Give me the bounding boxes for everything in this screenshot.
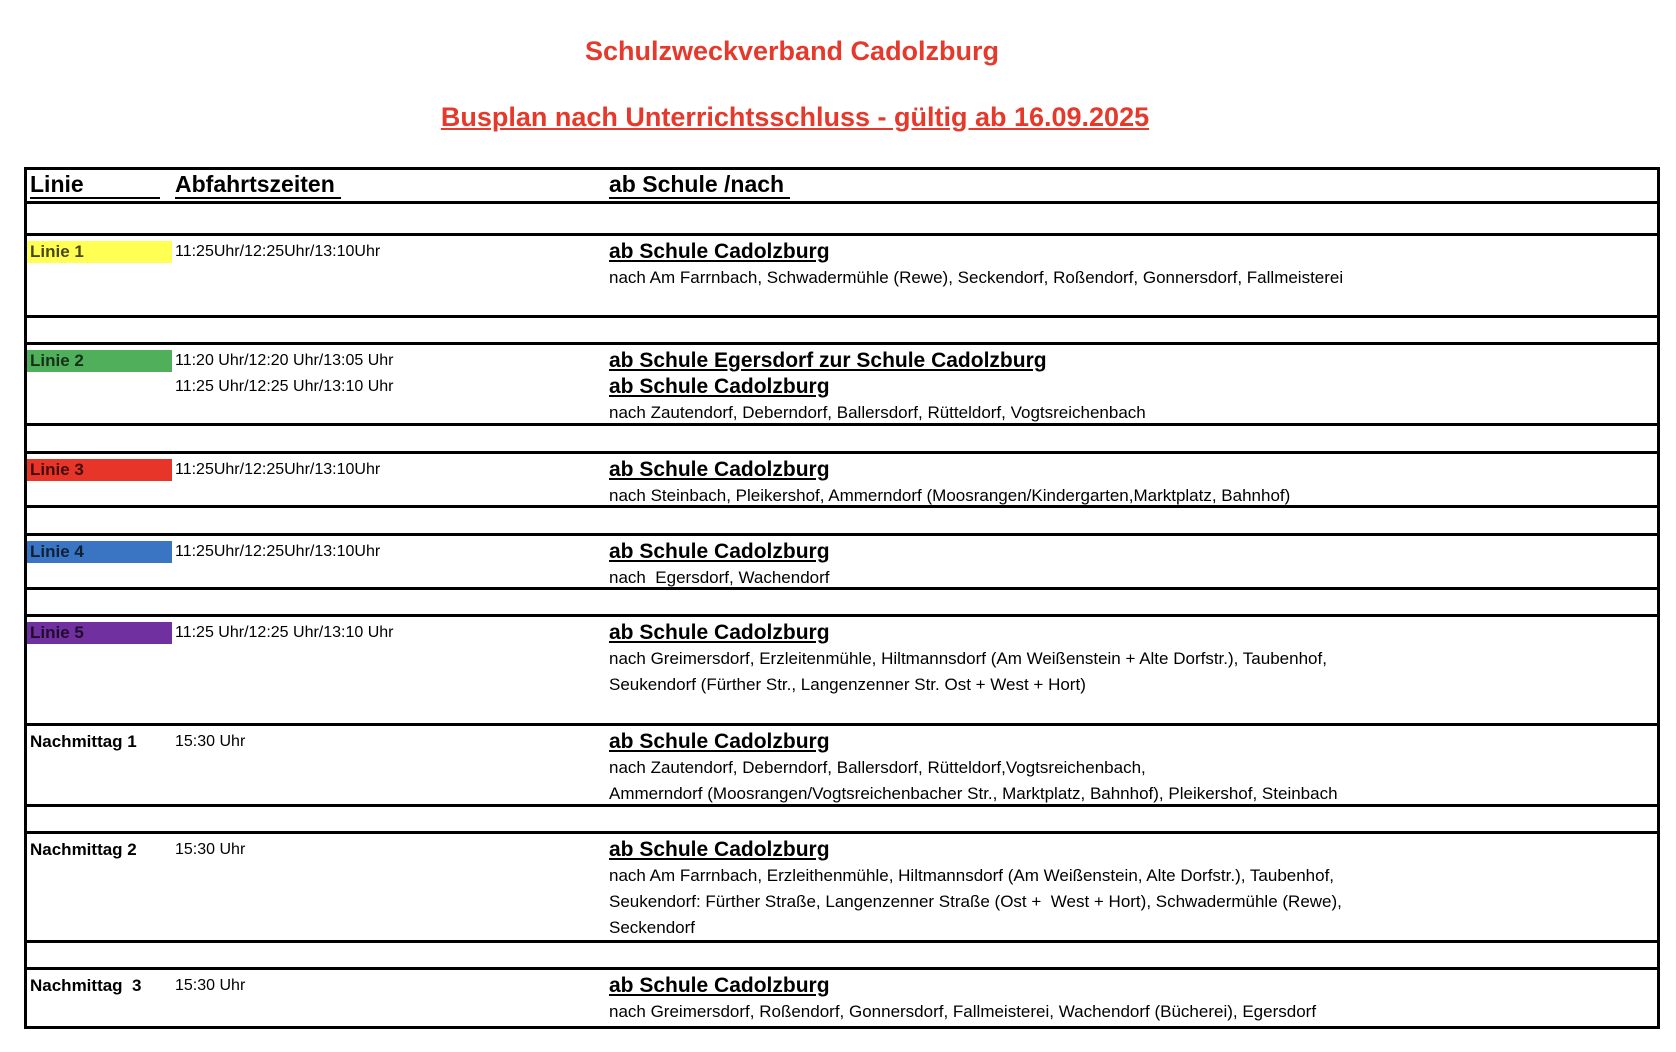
departure-times: 15:30 Uhr	[175, 977, 246, 994]
route-origin-heading: ab Schule Cadolzburg	[609, 730, 830, 753]
header-abfahrtszeiten: Abfahrtszeiten	[175, 172, 341, 199]
route-origin-heading: ab Schule Cadolzburg	[609, 240, 830, 263]
table-header-row	[27, 170, 1657, 204]
line-cell	[27, 539, 172, 587]
route-destinations: nach Steinbach, Pleikershof, Ammerndorf (Moosrangen/Kindergarten,Marktplatz, Bahnhof)	[609, 486, 1291, 505]
route-destinations: nach Greimersdorf, Roßendorf, Gonnersdorf, Fallmeisterei, Wachendorf (Bücherei), Egersdorf	[609, 1002, 1317, 1021]
document-title: Schulzweckverband Cadolzburg	[584, 36, 1000, 66]
departure-times: 11:25Uhr/12:25Uhr/13:10Uhr	[175, 243, 381, 260]
line-cell	[27, 239, 172, 315]
header-linie: Linie	[30, 172, 160, 199]
route-cell	[607, 239, 1657, 315]
schedule-row-linie-1	[27, 236, 1657, 318]
route-cell	[607, 729, 1657, 804]
line-cell	[27, 837, 172, 940]
line-cell	[27, 348, 172, 423]
spacer-row	[27, 318, 1657, 345]
schedule-row-nachmittag-1	[27, 726, 1657, 807]
line-badge: Linie 2	[27, 350, 172, 372]
header-cell-route	[607, 172, 1657, 201]
route-cell	[607, 620, 1657, 723]
line-cell	[27, 729, 172, 804]
line-cell	[27, 457, 172, 505]
departure-times-cell	[172, 837, 607, 940]
line-badge: Linie 4	[27, 541, 172, 563]
spacer-row	[27, 204, 1657, 236]
schedule-row-linie-5	[27, 617, 1657, 726]
schedule-row-nachmittag-2	[27, 834, 1657, 943]
route-cell	[607, 973, 1657, 1026]
schedule-row-nachmittag-3	[27, 970, 1657, 1026]
schedule-row-linie-2	[27, 345, 1657, 426]
route-destinations: Seckendorf	[609, 918, 695, 937]
line-label: Nachmittag 2	[30, 840, 137, 859]
line-badge: Linie 5	[27, 622, 172, 644]
document-subtitle: Busplan nach Unterrichtsschluss - gültig ab 16.09.2025	[440, 102, 1150, 132]
route-origin-heading: ab Schule Egersdorf zur Schule Cadolzburg	[609, 349, 1047, 372]
departure-times: 11:20 Uhr/12:20 Uhr/13:05 Uhr	[175, 352, 394, 369]
route-destinations: nach Am Farrnbach, Schwadermühle (Rewe), Seckendorf, Roßendorf, Gonnersdorf, Fallmeisterei	[609, 268, 1344, 287]
departure-times-cell	[172, 348, 607, 423]
route-origin-heading: ab Schule Cadolzburg	[609, 458, 830, 481]
departure-times: 11:25 Uhr/12:25 Uhr/13:10 Uhr	[175, 378, 394, 395]
route-destinations: nach Zautendorf, Deberndorf, Ballersdorf, Rütteldorf, Vogtsreichenbach	[609, 403, 1146, 422]
bus-schedule-table	[24, 167, 1660, 1029]
route-origin-heading: ab Schule Cadolzburg	[609, 838, 830, 861]
route-origin-heading: ab Schule Cadolzburg	[609, 375, 830, 398]
spacer-row	[27, 943, 1657, 970]
line-badge: Linie 1	[27, 241, 172, 263]
line-badge: Linie 3	[27, 459, 172, 481]
departure-times: 15:30 Uhr	[175, 841, 246, 858]
spacer-row	[27, 426, 1657, 454]
departure-times-cell	[172, 239, 607, 315]
route-destinations: nach Greimersdorf, Erzleitenmühle, Hiltmannsdorf (Am Weißenstein + Alte Dorfstr.), Taubenhof,	[609, 649, 1327, 668]
route-destinations: Seukendorf (Fürther Str., Langenzenner Str. Ost + West + Hort)	[609, 675, 1086, 694]
route-destinations: Seukendorf: Fürther Straße, Langenzenner Straße (Ost + West + Hort), Schwadermühle (Rewe),	[609, 892, 1342, 911]
route-destinations: nach Zautendorf, Deberndorf, Ballersdorf, Rütteldorf,Vogtsreichenbach,	[609, 758, 1146, 777]
route-origin-heading: ab Schule Cadolzburg	[609, 621, 830, 644]
route-cell	[607, 539, 1657, 587]
departure-times-cell	[172, 620, 607, 723]
route-cell	[607, 348, 1657, 423]
departure-times: 15:30 Uhr	[175, 733, 246, 750]
spacer-row	[27, 508, 1657, 536]
header-cell-times	[172, 172, 607, 201]
route-destinations: Ammerndorf (Moosrangen/Vogtsreichenbacher Str., Marktplatz, Bahnhof), Pleikershof, Steinbach	[609, 784, 1338, 803]
header-route: ab Schule /nach	[609, 172, 790, 199]
departure-times: 11:25 Uhr/12:25 Uhr/13:10 Uhr	[175, 624, 394, 641]
line-label: Nachmittag 3	[30, 976, 142, 995]
line-label: Nachmittag 1	[30, 732, 137, 751]
departure-times-cell	[172, 973, 607, 1026]
route-origin-heading: ab Schule Cadolzburg	[609, 974, 830, 997]
route-destinations: nach Egersdorf, Wachendorf	[609, 568, 830, 587]
departure-times-cell	[172, 457, 607, 505]
line-cell	[27, 620, 172, 723]
departure-times: 11:25Uhr/12:25Uhr/13:10Uhr	[175, 543, 381, 560]
departure-times-cell	[172, 729, 607, 804]
departure-times-cell	[172, 539, 607, 587]
route-cell	[607, 837, 1657, 940]
route-origin-heading: ab Schule Cadolzburg	[609, 540, 830, 563]
schedule-row-linie-4	[27, 536, 1657, 590]
route-destinations: nach Am Farrnbach, Erzleithenmühle, Hiltmannsdorf (Am Weißenstein, Alte Dorfstr.), Taubenhof,	[609, 866, 1335, 885]
route-cell	[607, 457, 1657, 505]
schedule-row-linie-3	[27, 454, 1657, 508]
header-cell-linie	[27, 172, 172, 201]
spacer-row	[27, 807, 1657, 834]
departure-times: 11:25Uhr/12:25Uhr/13:10Uhr	[175, 461, 381, 478]
line-cell	[27, 973, 172, 1026]
spacer-row	[27, 590, 1657, 617]
